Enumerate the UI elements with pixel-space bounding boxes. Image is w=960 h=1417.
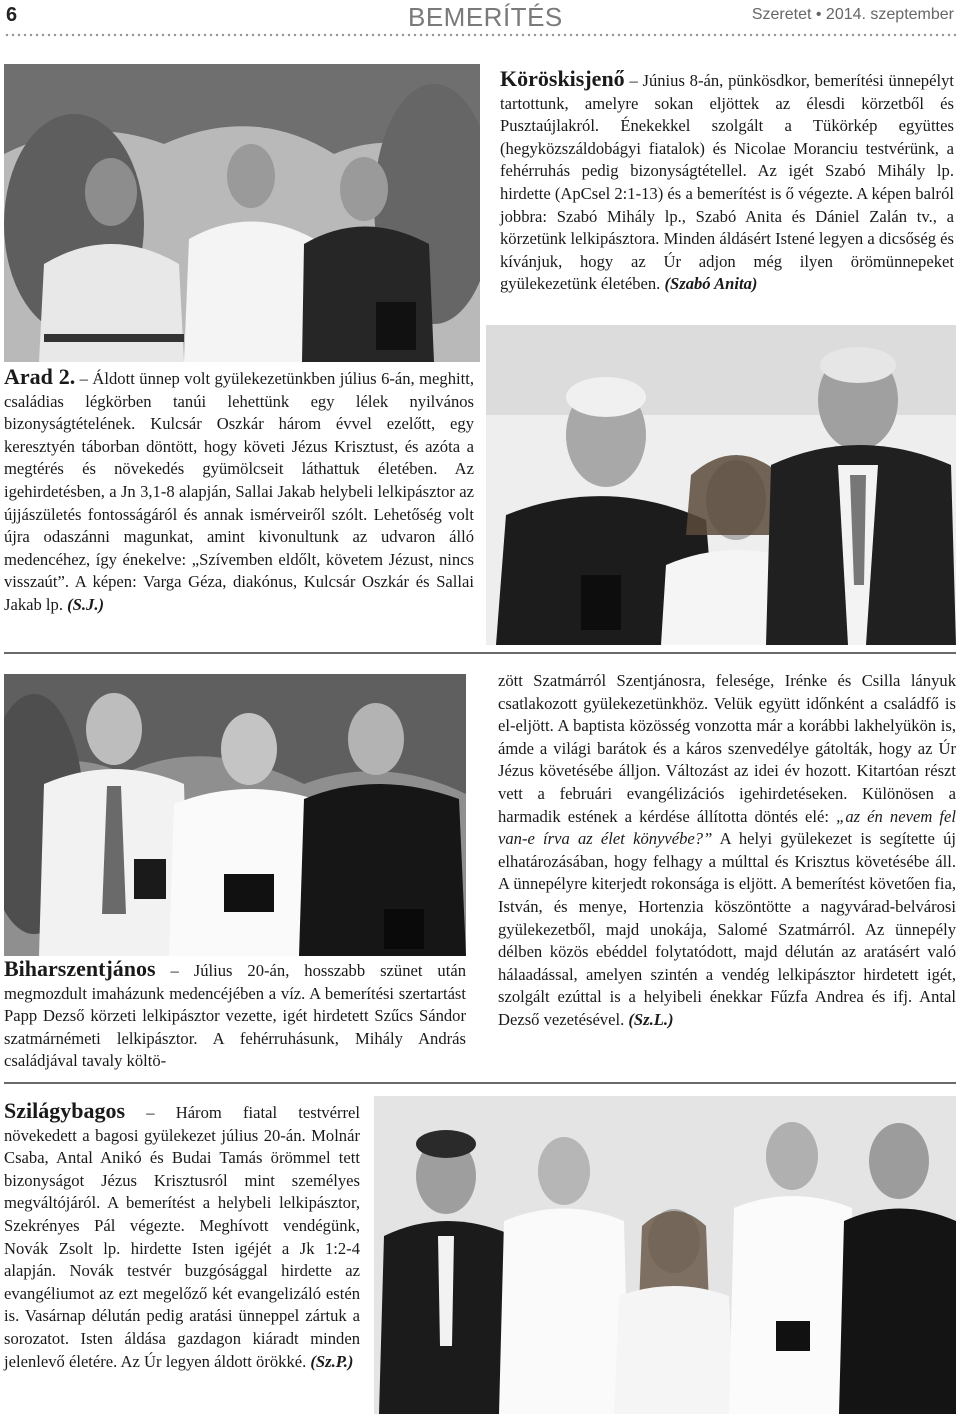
photo-szilagybagos [374, 1096, 956, 1414]
page-header [0, 0, 960, 36]
article-text-continued: zött Szatmárról Szentjánosra, felesége, Irénke és Csilla lányuk csatlakozott gyülekezetünkhöz. Velük együtt időnként a családfő is el-eljött. A baptista közösség vonzotta már a korábbi lakhelyükön is, ámde a világi barátok és a káros szenvedélye gátolták, hogy az Úr Jézus követésébe álljon. Változást az idei év hozott. Kitartóan részt vett a februári evangélizációs igehirdetéseken. Különösen a harmadik estének a kérdése állította döntés elé: [498, 671, 956, 826]
section-divider [4, 652, 956, 654]
issue-label: Szeretet • 2014. szeptember [751, 6, 954, 23]
photo-biharszentjanos [4, 674, 466, 956]
article-author: (Sz.P.) [310, 1351, 354, 1371]
article-text: – Három fiatal testvérrel növekedett a bagosi gyülekezet július 20-án. Molnár Csaba, Antal Anikó és Budai Tamás örömmel tett bizonyságot Jézus Krisztusról mint személyes megváltójáról. A bemerítést a helybeli lelkipásztor, Szekrényes Pál végezte. Meghívott vendégünk, Novák Zsolt lp. hirdette Isten igéjét a Jk 1:2-4 alapján. Novák testvér buzgósággal hirdette az evangéliumot az ezt megelőző két evangelizáló estén is. Vasárnap délután pedig aratási ünneppel zártuk a sorozatot. Isten áldása gazdagon kiáradt minden jelenlevő életére. Az Úr legyen áldott örökké. [4, 1103, 360, 1371]
article-author: (S.J.) [67, 594, 105, 614]
photo-koroskisjeno [4, 64, 480, 362]
article-place: Szilágybagos [4, 1098, 126, 1123]
section-divider [4, 1082, 956, 1084]
article-koroskisjeno [500, 68, 954, 296]
article-text-continued-b: A helyi gyülekezet is segítette új elhatározásában, hogy felhagy a múlttal és Krisztus követésébe áll. A ünnepélyre kiterjedt rokonsága is eljött. A bemerítést követően fia, István, és menye, Hortenzia köszöntötte a nagyvárad-belvárosi gyülekezetből, majd unokája, Salomé Szatmárról. Az ünnepély délben közös ebéddel folytatódott, majd délután az aratásért való hálaadással, amelyen szintén a vendég lelkipásztor hirdetett igét, szolgált ezúttal is a helyibeli énekkar Fűzfa Andrea és ifj. Antal Dezső vezetésével. [498, 829, 956, 1029]
article-place: Biharszentjános [4, 956, 156, 981]
article-text: – Július 20-án, hosszabb szünet után megmozdult imaházunk medencéjében a víz. A bemerítési szertartást Papp Dezső körzeti lelkipásztor vezette, igét hirdetett Szűcs Sándor szatmárnémeti lelkipásztor. A fehérruhásunk, Mihály András családjával tavaly költö- [4, 961, 466, 1071]
header-dotted-rule [4, 33, 956, 37]
article-author: (Szabó Anita) [664, 274, 758, 294]
article-quote: „az én nevem fel van-e írva az élet könyvébe?” [498, 806, 956, 849]
article-place: Köröskisjenő [500, 66, 625, 91]
article-author: (Sz.L.) [628, 1009, 674, 1029]
article-biharszentjanos-continued [498, 670, 956, 1032]
article-text: – Áldott ünnep volt gyülekezetünkben július 6-án, meghitt, családias légkörben tanúi lehettünk egy lélek nyilvános bizonyságtételének. Kulcsár Oszkár három évvel ezelőtt, egy keresztyén táborban döntött, hogy követi Jézus Krisztust, és azóta a megtérés és növekedés gyümölcseit láthattuk életében. Az igehirdetésben, a Jn 3,1-8 alapján, Sallai Jakab helybeli lelkipásztor az újjászületés fontosságáról és annak ismérveiről szólt. Lehetőség volt újra odaszánni magunkat, amint kivonultunk az udvaron álló medencéhez, így énekelve: „Szívemben eldőlt, követem Jézust, nincs visszaút”. A képen: Varga Géza, diakónus, Kulcsár Oszkár és Sallai Jakab lp. [4, 369, 474, 614]
article-biharszentjanos [4, 958, 466, 1073]
section-title: BEMERÍTÉS [408, 2, 563, 32]
article-szilagybagos [4, 1100, 360, 1373]
page-number: 6 [6, 4, 18, 26]
article-text: – Június 8-án, pünkösdkor, bemerítési ünnepélyt tartottunk, amelyre sokan eljöttek az élesdi körzetből és Pusztaújlakról. Énekekkel szolgált a Tükörkép együttes (hegyközszáldobágyi fiatalok) és Nicolae Moranciu testvérünk, a fehérruhás pedig bizonyságtétellel. Az igét Szabó Mihály lp. hirdette (ApCsel 2:1-13) és a bemerítést is ő végezte. A képen balról jobbra: Szabó Mihály lp., Szabó Anita és Dániel Zalán tv., a körzetünk lelkipásztora. Minden áldásért Istené legyen a dicsőség és kívánjuk, hogy az Úr adjon még ilyen örömünnepeket gyülekezetünk életében. [500, 71, 954, 294]
photo-arad [486, 325, 956, 645]
article-arad [4, 366, 474, 617]
article-place: Arad 2. [4, 364, 76, 389]
